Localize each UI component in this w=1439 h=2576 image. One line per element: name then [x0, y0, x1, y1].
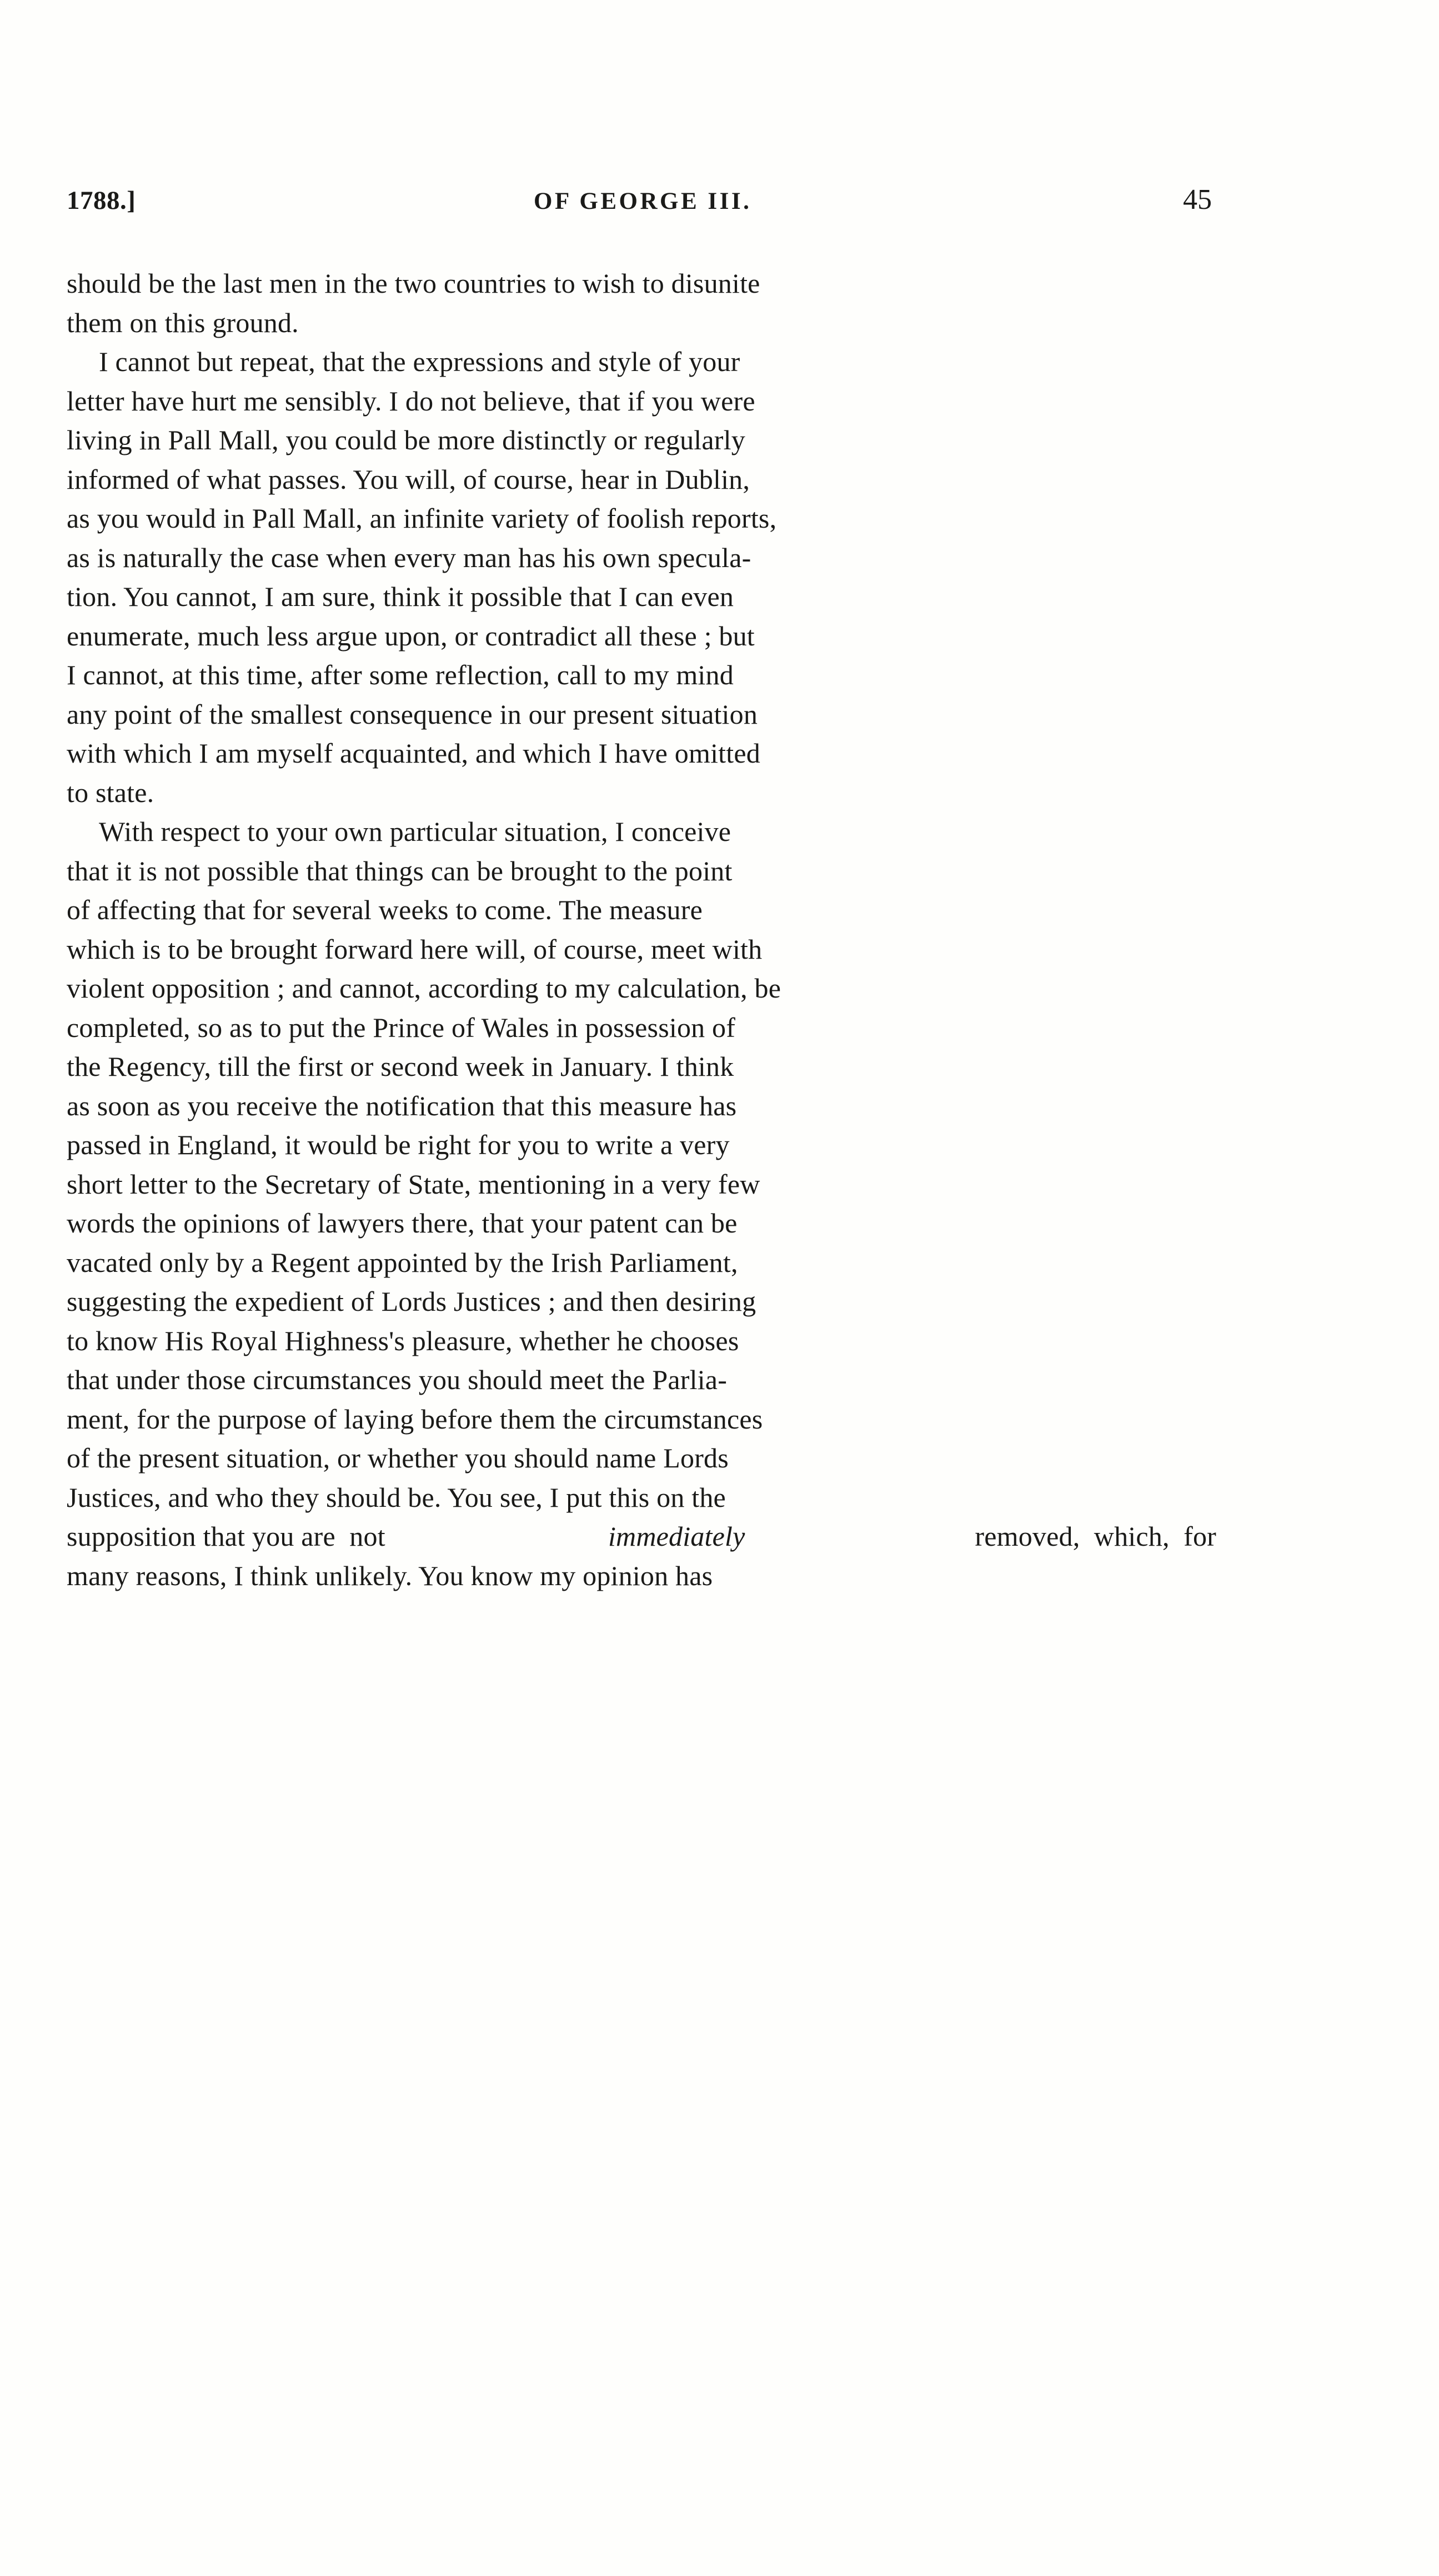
text-line: violent opposition ; and cannot, according to my calculation, be	[67, 973, 781, 1004]
text-line: should be the last men in the two countries to wish to disunite	[67, 268, 760, 299]
text-line: vacated only by a Regent appointed by the Irish Parliament,	[67, 1246, 738, 1278]
text-line: to know His Royal Highness's pleasure, whether he chooses	[67, 1325, 739, 1356]
text-line: to state.	[67, 776, 154, 808]
text-line: of affecting that for several weeks to come. The measure	[67, 894, 703, 925]
header-year: 1788.]	[67, 186, 136, 215]
text-line: living in Pall Mall, you could be more distinctly or regularly	[67, 424, 745, 455]
body-text	[67, 269, 1216, 1590]
text-line: which is to be brought forward here will, of course, meet with	[67, 933, 763, 965]
text-line: tion. You cannot, I am sure, think it possible that I can even	[67, 581, 734, 612]
text-line: words the opinions of lawyers there, that your patent can be	[67, 1207, 738, 1239]
page-content	[67, 183, 1216, 1601]
line-segment-after-italic: removed, which, for	[960, 1521, 1216, 1552]
text-line: ment, for the purpose of laying before them the circumstances	[67, 1403, 763, 1435]
text-line: I cannot, at this time, after some reflection, call to my mind	[67, 659, 734, 690]
text-line: informed of what passes. You will, of course, hear in Dublin,	[67, 463, 750, 495]
page-number: 45	[1183, 184, 1212, 215]
text-line: any point of the smallest consequence in our present situation	[67, 698, 758, 730]
text-line: letter have hurt me sensibly. I do not believe, that if you were	[67, 385, 755, 417]
paragraph-3	[67, 818, 1216, 1590]
text-line: as is naturally the case when every man has his own specula-	[67, 542, 751, 573]
paragraph-1	[67, 269, 1216, 337]
paragraph-2	[67, 348, 1216, 806]
text-line: enumerate, much less argue upon, or contradict all these ; but	[67, 620, 755, 651]
text-line: the Regency, till the first or second week in January. I think	[67, 1051, 734, 1082]
running-title: OF GEORGE III.	[534, 188, 752, 214]
line-segment-before-italic: supposition that you are not	[67, 1521, 393, 1552]
text-line: Justices, and who they should be. You see, I put this on the	[67, 1481, 726, 1513]
text-line-with-italic	[67, 1522, 1216, 1550]
text-line: that under those circumstances you should meet the Parlia-	[67, 1364, 728, 1395]
text-line: as soon as you receive the notification that this measure has	[67, 1090, 737, 1121]
text-line: short letter to the Secretary of State, mentioning in a very few	[67, 1168, 760, 1200]
text-line: With respect to your own particular situation, I conceive	[99, 816, 731, 847]
text-line: of the present situation, or whether you should name Lords	[67, 1442, 729, 1474]
text-line: as you would in Pall Mall, an infinite variety of foolish reports,	[67, 503, 777, 534]
text-line: completed, so as to put the Prince of Wales in possession of	[67, 1011, 736, 1043]
italic-word: immediately	[608, 1521, 745, 1552]
text-line: suggesting the expedient of Lords Justices ; and then desiring	[67, 1286, 756, 1317]
text-line: them on this ground.	[67, 307, 299, 338]
text-line: with which I am myself acquainted, and which I have omitted	[67, 738, 760, 769]
text-line: that it is not possible that things can be brought to the point	[67, 855, 733, 886]
text-line: passed in England, it would be right for you to write a very	[67, 1129, 730, 1160]
text-line: many reasons, I think unlikely. You know my opinion has	[67, 1560, 713, 1591]
text-line: I cannot but repeat, that the expressions and style of your	[99, 346, 740, 377]
page-header	[67, 183, 1216, 216]
